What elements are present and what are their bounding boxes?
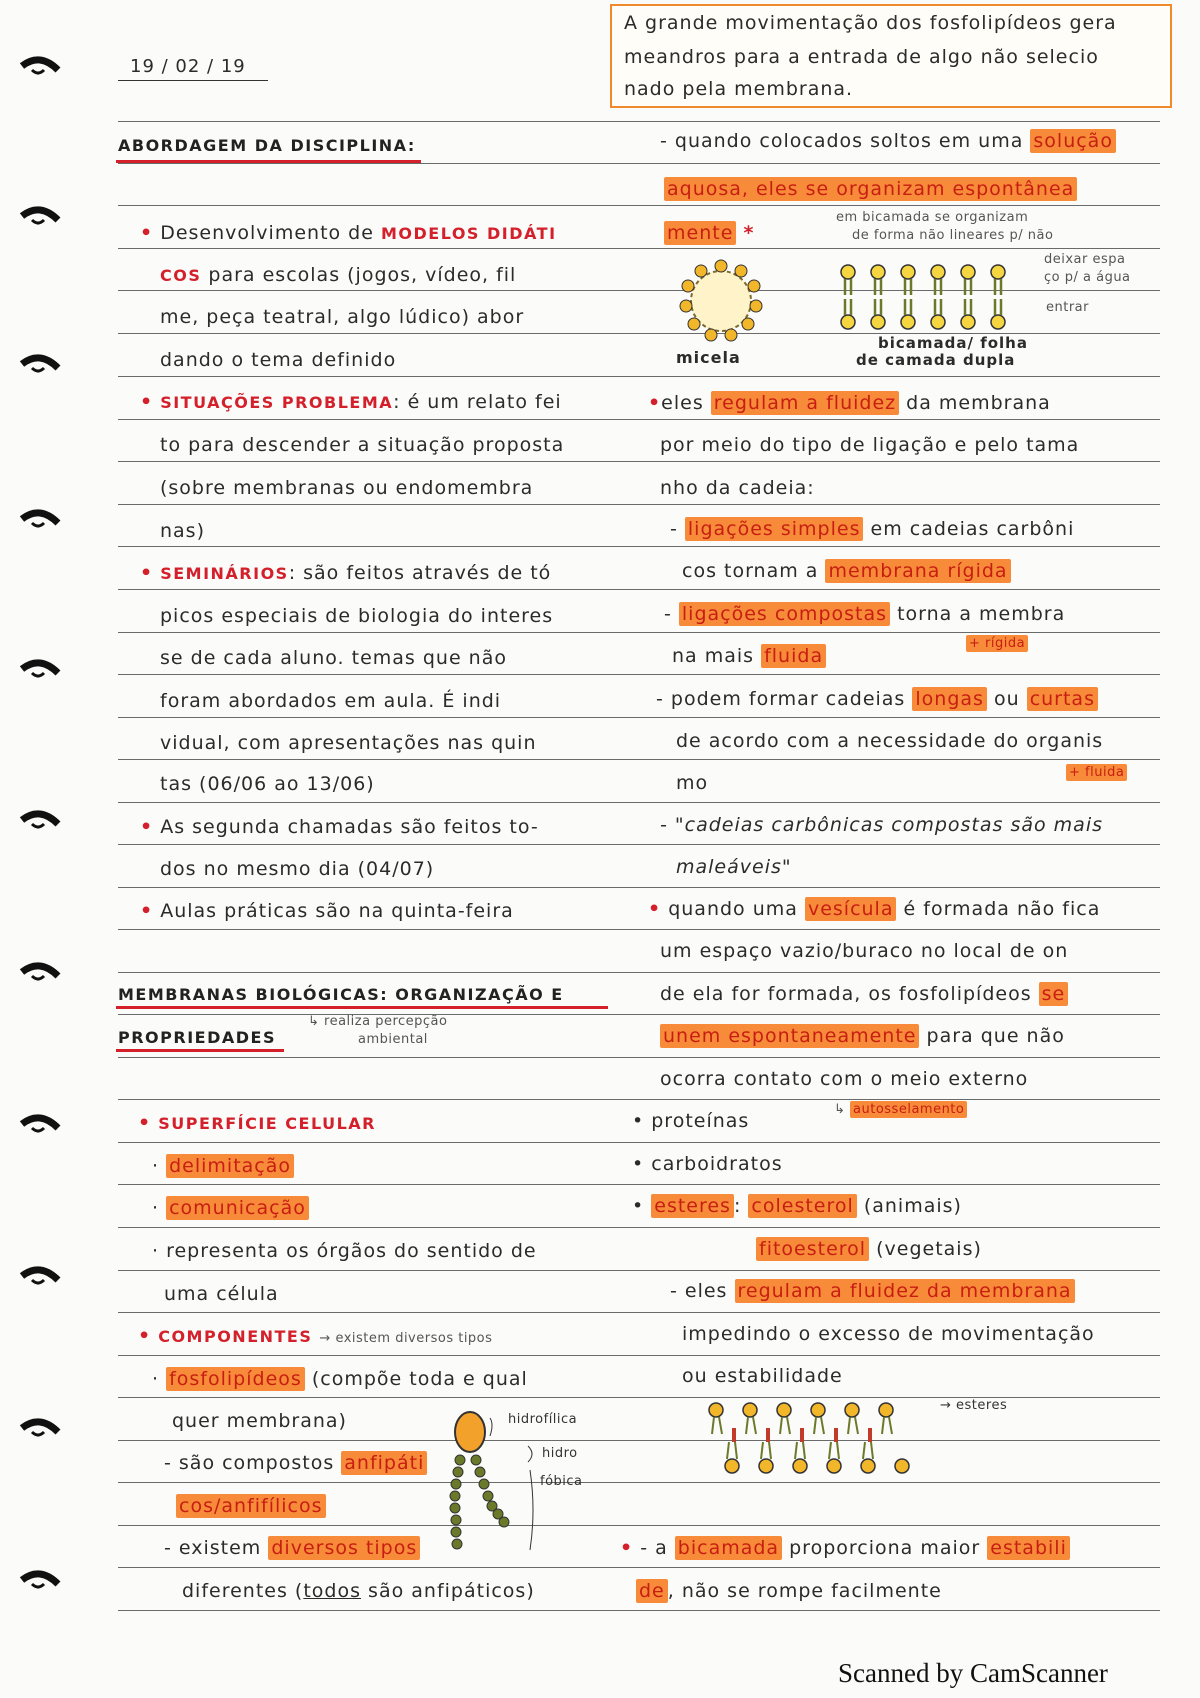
right-line: na mais fluida <box>672 645 826 667</box>
right-line: um espaço vazio/buraco no local de on <box>660 940 1069 962</box>
section-title: PROPRIEDADES <box>118 1028 276 1047</box>
binder-ring-icon <box>18 1414 62 1448</box>
section-title: MEMBRANAS BIOLÓGICAS: ORGANIZAÇÃO E <box>118 985 564 1004</box>
sub-item-line: - são compostos anfipáti <box>164 1452 427 1474</box>
binder-ring-icon <box>18 655 62 689</box>
label-esteres: → esteres <box>940 1398 1008 1413</box>
phospholipid-icon <box>440 1410 590 1590</box>
right-line: - quando colocados soltos em uma solução <box>660 130 1116 152</box>
right-line: mente * <box>664 222 754 244</box>
sub-item: · representa os órgãos do sentido de <box>152 1240 537 1262</box>
top-note-line: A grande movimentação dos fosfolipídeos gera <box>624 12 1117 34</box>
sub-item: · comunicação <box>152 1197 309 1219</box>
right-line: de , não se rompe facilmente <box>636 1580 942 1602</box>
bullet-line: nas) <box>160 520 205 542</box>
side-note: ↳ realiza percepção <box>308 1014 448 1029</box>
bullet-line: to para descender a situação proposta <box>160 434 565 456</box>
right-bullet: •eles regulam a fluidez da membrana <box>648 392 1051 414</box>
right-line: de acordo com a necessidade do organis <box>676 730 1104 752</box>
side-note: deixar espa <box>1044 252 1126 267</box>
binder-ring-icon <box>18 505 62 539</box>
bullet-modelos: • Desenvolvimento de MODELOS DIDÁTI <box>140 222 557 244</box>
right-bullet: • esteres : colesterol (animais) <box>632 1195 962 1217</box>
top-note-line: meandros para a entrada de algo não selecio <box>624 46 1099 68</box>
scanner-watermark: Scanned by CamScanner <box>838 1658 1108 1688</box>
right-line: ocorra contato com o meio externo <box>660 1068 1029 1090</box>
sub-item-line: - existem diversos tipos <box>164 1537 420 1559</box>
side-note: entrar <box>1046 300 1089 315</box>
label-bicamada: de camada dupla <box>856 351 1016 369</box>
binder-ring-icon <box>18 1566 62 1600</box>
right-line: ou estabilidade <box>682 1365 843 1387</box>
side-note: de forma não lineares p/ não <box>852 228 1054 243</box>
sub-item-line: quer membrana) <box>172 1410 347 1432</box>
top-note-box <box>610 4 1172 108</box>
right-bullet: • - a bicamada proporciona maior estabili <box>620 1537 1070 1559</box>
label-hidrofilica: hidrofílica <box>508 1412 578 1427</box>
binder-ring-icon <box>18 350 62 384</box>
right-bullet: • proteínas <box>632 1110 750 1132</box>
side-note: + fluida <box>1066 765 1127 780</box>
bullet-line: vidual, com apresentações nas quin <box>160 732 537 754</box>
bullet-line: dando o tema definido <box>160 349 397 371</box>
right-line: aquosa, eles se organizam espontânea <box>664 178 1077 200</box>
binder-ring-icon <box>18 202 62 236</box>
right-line: mo <box>676 772 709 794</box>
bullet-line: (sobre membranas ou endomembra <box>160 477 534 499</box>
top-note-line: nado pela membrana. <box>624 78 854 100</box>
bullet-segunda-chamada: • As segunda chamadas são feitos to- <box>140 816 539 838</box>
bullet-superficie: • SUPERFÍCIE CELULAR <box>138 1112 376 1134</box>
right-line: fitoesterol (vegetais) <box>756 1238 982 1260</box>
right-line: unem espontaneamente para que não <box>660 1025 1065 1047</box>
bullet-situacoes: • SITUAÇÕES PROBLEMA: é um relato fei <box>140 391 562 413</box>
right-line: de ela for formada, os fosfolipídeos se <box>660 983 1068 1005</box>
right-line: cos tornam a membrana rígida <box>682 560 1011 582</box>
section-title: ABORDAGEM DA DISCIPLINA: <box>118 136 416 155</box>
right-bullet: • carboidratos <box>632 1153 783 1175</box>
right-line: nho da cadeia: <box>660 477 815 499</box>
right-bullet: • quando uma vesícula é formada não fica <box>648 898 1101 920</box>
right-line: - ligações simples em cadeias carbôni <box>670 518 1075 540</box>
bullet-line: foram abordados em aula. É indi <box>160 690 502 712</box>
binder-ring-icon <box>18 52 62 86</box>
micelle-icon <box>676 256 766 346</box>
bullet-line: tas (06/06 ao 13/06) <box>160 773 375 795</box>
sub-item-line: uma célula <box>164 1283 279 1305</box>
binder-ring-icon <box>18 806 62 840</box>
right-line: - podem formar cadeias longas ou curtas <box>656 688 1098 710</box>
bullet-line: dos no mesmo dia (04/07) <box>160 858 435 880</box>
label-micela: micela <box>676 348 741 367</box>
bullet-aulas-praticas: • Aulas práticas são na quinta-feira <box>140 900 514 922</box>
right-line: - ligações compostas torna a membra <box>664 603 1066 625</box>
date: 19 / 02 / 19 <box>130 56 246 77</box>
right-line: impedindo o excesso de movimentação <box>682 1323 1095 1345</box>
binder-ring-icon <box>18 1262 62 1296</box>
side-note: + rígida <box>966 636 1028 651</box>
sub-item-line: cos/anfifílicos <box>176 1495 326 1517</box>
sub-item-line: diferentes (todos são anfipáticos) <box>182 1580 535 1602</box>
right-quote: - "cadeias carbônicas compostas são mais <box>660 814 1103 836</box>
bullet-line: COS para escolas (jogos, vídeo, fil <box>160 264 517 286</box>
label-hidrofobica: fóbica <box>540 1474 583 1489</box>
right-line: por meio do tipo de ligação e pelo tama <box>660 434 1080 456</box>
side-note: ↳ autosselamento <box>834 1102 967 1117</box>
binder-ring-icon <box>18 958 62 992</box>
sub-item: · delimitação <box>152 1155 294 1177</box>
right-line: - eles regulam a fluidez da membrana <box>670 1280 1075 1302</box>
sub-item: · fosfolipídeos (compõe toda e qual <box>152 1368 528 1390</box>
label-hidrofobica: hidro <box>542 1446 578 1461</box>
binder-ring-icon <box>18 1110 62 1144</box>
bullet-componentes: • COMPONENTES → existem diversos tipos <box>138 1325 493 1347</box>
side-note: ço p/ a água <box>1044 270 1131 285</box>
side-note: ambiental <box>358 1032 428 1047</box>
sterol-bilayer-icon <box>706 1400 936 1480</box>
bullet-line: picos especiais de biologia do interes <box>160 605 554 627</box>
bullet-line: se de cada aluno. temas que não <box>160 647 507 669</box>
label-bicamada: bicamada/ folha <box>878 334 1028 352</box>
bullet-seminarios: • SEMINÁRIOS: são feitos através de tó <box>140 562 552 584</box>
side-note: em bicamada se organizam <box>836 210 1029 225</box>
bullet-line: me, peça teatral, algo lúdico) abor <box>160 306 525 328</box>
right-quote: maleáveis" <box>676 856 792 878</box>
bilayer-icon <box>836 262 1016 332</box>
